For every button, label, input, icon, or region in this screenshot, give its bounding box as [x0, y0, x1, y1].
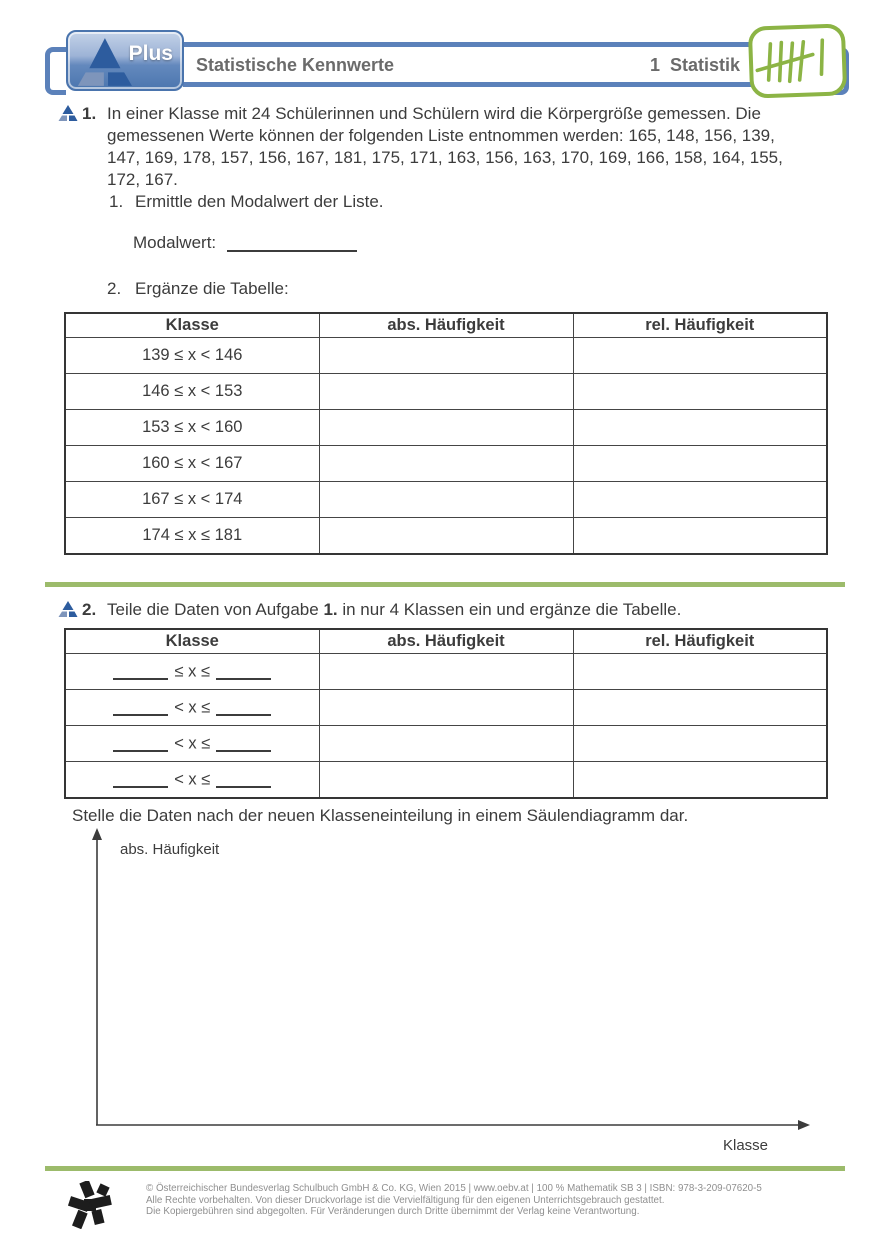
chapter-title: 1 Statistik	[649, 55, 740, 75]
task2-instruction-ref: 1.	[323, 600, 338, 619]
task-triangle-marker-icon	[58, 601, 78, 617]
table-row	[65, 690, 827, 726]
x-axis-label: Klasse	[723, 1137, 769, 1154]
tally-marks-icon	[748, 23, 847, 98]
relation-symbols: < x ≤	[174, 698, 211, 717]
task1-sub1-text: Ermittle den Modalwert der Liste.	[135, 192, 384, 211]
abs-frequency-input-cell[interactable]	[319, 374, 573, 410]
plus-logo	[66, 30, 184, 91]
rel-frequency-input-cell[interactable]	[573, 338, 827, 374]
abs-frequency-input-cell[interactable]	[319, 482, 573, 518]
footer-copyright	[146, 1183, 762, 1218]
publisher-logo-icon	[67, 1181, 113, 1229]
table-row	[65, 518, 827, 555]
abs-frequency-input-cell[interactable]	[319, 654, 573, 690]
class-interval-blank-cell[interactable]	[65, 762, 319, 799]
abs-frequency-input-cell[interactable]	[319, 338, 573, 374]
task1-sub2-text: Ergänze die Tabelle:	[135, 279, 289, 298]
abs-frequency-input-cell[interactable]	[319, 410, 573, 446]
table-row	[65, 654, 827, 690]
rel-frequency-input-cell[interactable]	[573, 518, 827, 555]
task1-number: 1.	[82, 104, 97, 123]
page-title: Statistische Kennwerte	[196, 55, 395, 75]
footer-line3: Die Kopiergebühren sind abgegolten. Für Veränderungen durch Dritte übernimmt der Verlag keine Verantwortung.	[146, 1206, 640, 1217]
rel-frequency-input-cell[interactable]	[573, 690, 827, 726]
table-header-row	[65, 313, 827, 338]
column-header-abs-haeufigkeit: abs. Häufigkeit	[319, 313, 573, 338]
task1-text-line2: gemessenen Werte können der folgenden Liste entnommen werden: 165, 148, 156, 139,	[107, 126, 775, 145]
class-interval-cell: 146 ≤ x < 153	[65, 374, 319, 410]
task1-text-line3: 147, 169, 178, 157, 156, 167, 181, 175, 171, 163, 156, 163, 170, 169, 166, 158, 164, 155,	[107, 148, 783, 167]
column-header-klasse: Klasse	[65, 313, 319, 338]
abs-frequency-input-cell[interactable]	[319, 726, 573, 762]
class-interval-cell: 160 ≤ x < 167	[65, 446, 319, 482]
task2-instruction-pre: Teile die Daten von Aufgabe	[107, 600, 324, 619]
plus-logo-text: Plus	[128, 42, 173, 65]
class-interval-blank-cell[interactable]	[65, 654, 319, 690]
task2-instruction-post: in nur 4 Klassen ein und ergänze die Tabelle.	[337, 600, 682, 619]
rel-frequency-input-cell[interactable]	[573, 482, 827, 518]
class-interval-blank-cell[interactable]	[65, 690, 319, 726]
table-row	[65, 762, 827, 799]
table-row	[65, 482, 827, 518]
task2-number: 2.	[82, 600, 97, 619]
modalwert-answer-blank[interactable]	[227, 233, 357, 252]
class-interval-cell: 174 ≤ x ≤ 181	[65, 518, 319, 555]
task-triangle-marker-icon	[58, 105, 78, 121]
footer-line1: © Österreichischer Bundesverlag Schulbuch GmbH & Co. KG, Wien 2015 | www.oebv.at | 100 % Mathematik SB 3 | ISBN: 978-3-209-07620-5	[146, 1183, 762, 1194]
column-header-abs-haeufigkeit: abs. Häufigkeit	[319, 629, 573, 654]
class-interval-cell: 167 ≤ x < 174	[65, 482, 319, 518]
task2-instruction	[107, 600, 681, 620]
rel-frequency-input-cell[interactable]	[573, 446, 827, 482]
table-row	[65, 374, 827, 410]
relation-symbols: < x ≤	[174, 734, 211, 753]
column-header-klasse: Klasse	[65, 629, 319, 654]
relation-symbols: < x ≤	[174, 770, 211, 789]
empty-chart-axes	[80, 824, 840, 1134]
abs-frequency-input-cell[interactable]	[319, 446, 573, 482]
header-rule-bottom	[183, 82, 757, 87]
chart-instruction: Stelle die Daten nach der neuen Klasseneinteilung in einem Säulendiagramm dar.	[72, 806, 689, 825]
table-row	[65, 410, 827, 446]
modalwert-label: Modalwert:	[133, 233, 217, 252]
frequency-table-task1	[64, 312, 828, 555]
decorative-bracket-left	[45, 47, 66, 95]
table-row	[65, 338, 827, 374]
task1-text-line1: In einer Klasse mit 24 Schülerinnen und Schülern wird die Körpergröße gemessen. Die	[107, 104, 761, 123]
modalwert-row	[133, 233, 357, 253]
footer-divider	[45, 1166, 845, 1171]
class-interval-cell: 139 ≤ x < 146	[65, 338, 319, 374]
rel-frequency-input-cell[interactable]	[573, 374, 827, 410]
y-axis-label: abs. Häufigkeit	[120, 841, 220, 858]
task1-sub2-number: 2.	[107, 279, 122, 298]
abs-frequency-input-cell[interactable]	[319, 762, 573, 799]
table-header-row	[65, 629, 827, 654]
table-row	[65, 446, 827, 482]
rel-frequency-input-cell[interactable]	[573, 762, 827, 799]
footer-line2: Alle Rechte vorbehalten. Von dieser Druckvorlage ist die Vervielfältigung für den eigenen Unterrichtsgebrauch gestattet.	[146, 1194, 665, 1206]
relation-symbols: ≤ x ≤	[174, 662, 211, 681]
header-rule-top	[183, 42, 757, 47]
abs-frequency-input-cell[interactable]	[319, 518, 573, 555]
task1-sub1-number: 1.	[109, 192, 124, 211]
column-header-rel-haeufigkeit: rel. Häufigkeit	[573, 629, 827, 654]
task1-text-line4: 172, 167.	[107, 170, 178, 189]
section-divider	[45, 582, 845, 587]
class-interval-blank-cell[interactable]	[65, 726, 319, 762]
rel-frequency-input-cell[interactable]	[573, 654, 827, 690]
frequency-table-task2	[64, 628, 828, 799]
class-interval-cell: 153 ≤ x < 160	[65, 410, 319, 446]
column-header-rel-haeufigkeit: rel. Häufigkeit	[573, 313, 827, 338]
rel-frequency-input-cell[interactable]	[573, 726, 827, 762]
rel-frequency-input-cell[interactable]	[573, 410, 827, 446]
table-row	[65, 726, 827, 762]
abs-frequency-input-cell[interactable]	[319, 690, 573, 726]
